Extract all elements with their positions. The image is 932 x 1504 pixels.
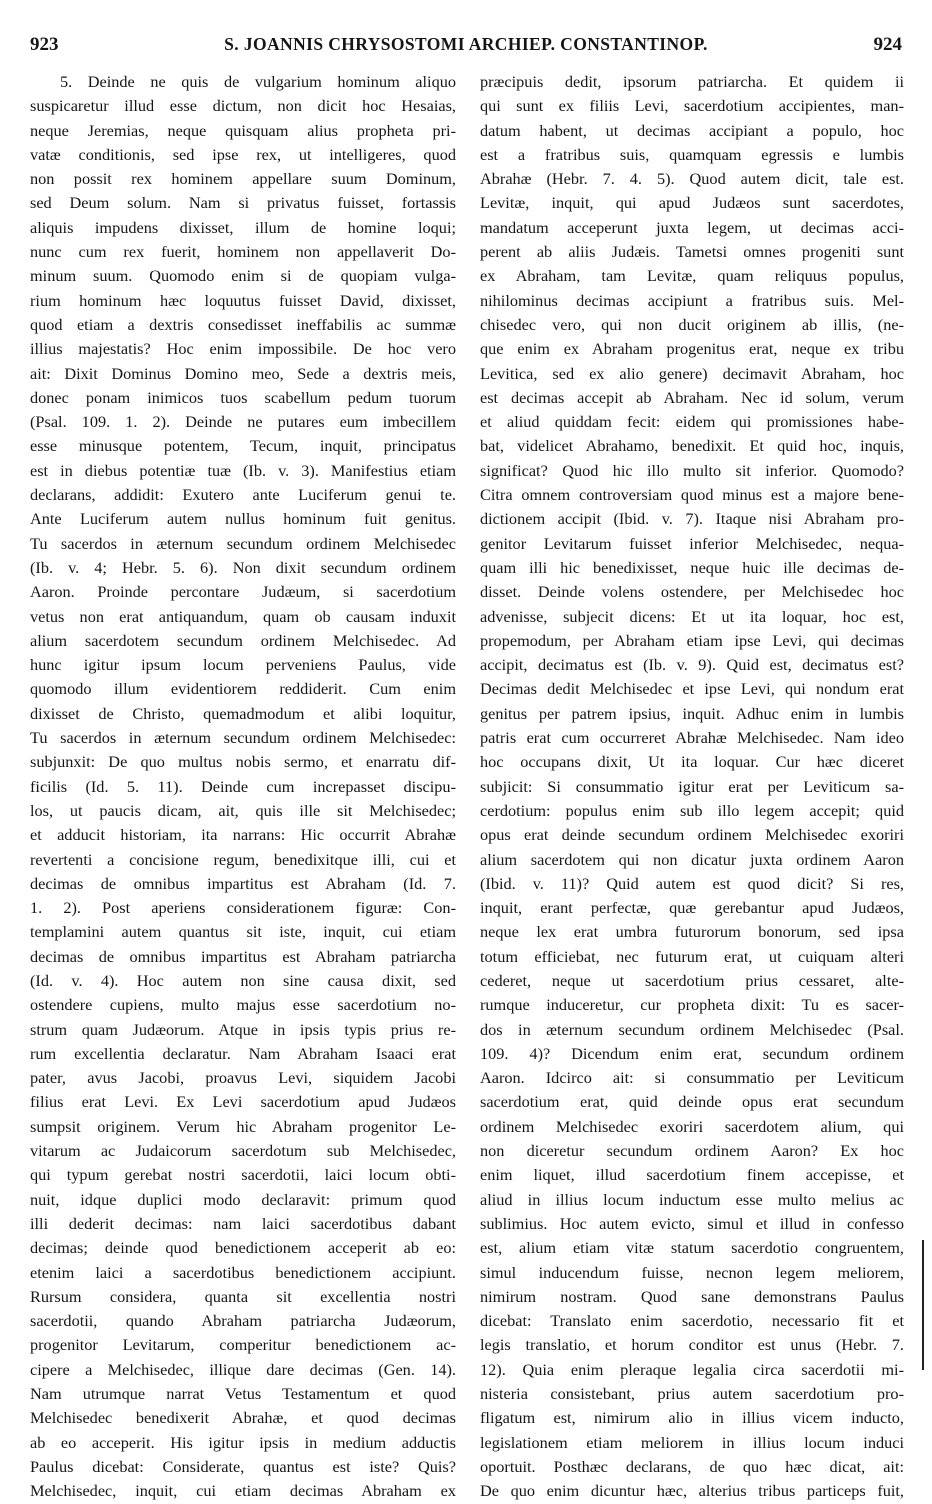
right-column-line: 12). Quia enim pleraque legalia circa sacerdotii mi-: [480, 1359, 904, 1379]
right-column-line: perent ab aliis Judæis. Tametsi omnes progeniti sunt: [480, 242, 904, 262]
left-column-line: nunc cum rex fuerit, hominem non appellaverit Do-: [30, 242, 456, 262]
left-column-line: hunc igitur ipsum locum perveniens Paulus, vide: [30, 655, 456, 675]
right-column-line: dicebat: Translato enim sacerdotio, necessario fit et: [480, 1311, 904, 1331]
right-column-line: hoc occupans dixit, Ut ita loquar. Cur hæc diceret: [480, 752, 904, 772]
left-column-line: non possit rex hominem appellare suum Dominum,: [30, 169, 456, 189]
right-column-line: præcipuis dedit, ipsorum patriarcha. Et quidem ii: [480, 72, 904, 91]
right-column-line: et aliud quiddam fecit: eidem qui promissiones habe-: [480, 412, 904, 432]
left-column-line: qui typum gerebat nostri sacerdotii, laici locum obti-: [30, 1165, 456, 1185]
left-column-line: Tu sacerdos in æternum secundum ordinem Melchisedec:: [30, 728, 456, 748]
right-column-line: disset. Deinde volens ostendere, per Melchisedec hoc: [480, 582, 904, 602]
running-header: [30, 34, 902, 64]
right-column-line: Levitica, sed ex alio genere) decimavit Abraham, hoc: [480, 363, 904, 383]
left-column-line: templamini autem quantus sit iste, inquit, cui etiam: [30, 922, 456, 942]
right-column-line: rumque induceretur, cur propheta dixit: Tu es sacer-: [480, 995, 904, 1015]
right-column-line: ex Abraham, tam Levitæ, quam reliquus populus,: [480, 266, 904, 286]
left-column-line: Paulus dicebat: Considerate, quantus est iste? Quis?: [30, 1456, 456, 1476]
left-column-line: (Id. v. 4). Hoc autem non sine causa dixit, sed: [30, 970, 456, 990]
left-column-line: quomodo illum evidentiorem reddiderit. Cum enim: [30, 679, 456, 699]
left-column-line: decimas de omnibus impartitus est Abraham (Id. 7.: [30, 873, 456, 893]
left-column-line: progenitor Levitarum, comperitur benedictionem ac-: [30, 1335, 456, 1355]
right-column-line: (Ibid. v. 11)? Quid autem est quod dicit? Si res,: [480, 873, 904, 893]
left-column-line: Melchisedec benedixerit Abrahæ, et quod decimas: [30, 1408, 456, 1428]
right-column-line: legis translatio, et horum conditor est unus (Hebr. 7.: [480, 1335, 904, 1355]
left-column-line: Melchisedec, inquit, cui etiam decimas Abraham ex: [30, 1481, 456, 1501]
left-column-line: et adducit historiam, ita narrans: Hic occurrit Abrahæ: [30, 825, 456, 845]
left-column-line: alium sacerdotem secundum ordinem Melchisedec. Ad: [30, 630, 456, 650]
left-column-line: rium hominum hæc loquutus fuisset David, dixisset,: [30, 290, 456, 310]
left-column-line: nuit, idque duplici modo declaravit: primum quod: [30, 1189, 456, 1209]
right-column-line: ordinem Melchisedec exoriri sacerdotem alium, qui: [480, 1116, 904, 1136]
right-column-line: sacerdotium erat, quid deinde opus erat secundum: [480, 1092, 904, 1112]
right-column-line: quam illi hic benedixisset, neque huic ille decimas de-: [480, 557, 904, 577]
right-column-line: Aaron. Idcirco ait: si consummatio per Leviticum: [480, 1068, 904, 1088]
right-column-line: totum efficiebat, nec futurum erat, ut cuiquam alteri: [480, 946, 904, 966]
right-column-line: que enim ex Abraham progenitus erat, neque ex tribu: [480, 339, 904, 359]
right-column-line: est a fratribus suis, quamquam egressis e lumbis: [480, 144, 904, 164]
left-column-line: filius erat Levi. Ex Levi sacerdotium apud Judæos: [30, 1092, 456, 1112]
right-column-line: datum habent, ut decimas accipiant a populo, hoc: [480, 120, 904, 140]
left-column-line: (Ib. v. 4; Hebr. 5. 6). Non dixit secundum ordinem: [30, 557, 456, 577]
page-number-left: 923: [30, 34, 59, 55]
left-column-line: ostendere cupiens, multo majus esse sacerdotium no-: [30, 995, 456, 1015]
right-column-line: est decimas accepit ab Abraham. Nec id solum, verum: [480, 387, 904, 407]
left-column-line: cipere a Melchisedec, illique dare decimas (Gen. 14).: [30, 1359, 456, 1379]
right-column-line: bat, videlicet Abrahamo, benedixit. Et quid hoc, inquis,: [480, 436, 904, 456]
right-column-line: non diceretur secundum ordinem Aaron? Ex hoc: [480, 1141, 904, 1161]
right-column-line: nimirum nostram. Quod sane demonstrans Paulus: [480, 1286, 904, 1306]
right-column-line: dictionem accipit (Ibid. v. 7). Itaque nisi Abraham pro-: [480, 509, 904, 529]
right-column-line: accipit, decimatus est (Ib. v. 9). Quid est, decimatus est?: [480, 655, 904, 675]
right-column-line: aliud in illius locum inductum esse multo melius ac: [480, 1189, 904, 1209]
right-column-line: mandatum acceperunt juxta legem, ut decimas acci-: [480, 217, 904, 237]
right-column-line: dos in æternum secundum ordinem Melchisedec (Psal.: [480, 1019, 904, 1039]
right-column-line: oportuit. Posthæc declarans, de quo hæc dicat, ait:: [480, 1456, 904, 1476]
right-column-line: Decimas dedit Melchisedec et ipse Levi, qui nondum erat: [480, 679, 904, 699]
left-column-line: ficilis (Id. 5. 11). Deinde cum increpasset discipu-: [30, 776, 456, 796]
page-number-right: 924: [873, 34, 902, 55]
left-column-line: subjunxit: De quo multus nobis sermo, et enarratu dif-: [30, 752, 456, 772]
right-column-line: nihilominus decimas accipiunt a fratribus suis. Mel-: [480, 290, 904, 310]
right-column-line: Levitæ, inquit, qui apud Judæos sunt sacerdotes,: [480, 193, 904, 213]
right-column-line: genitus per patrem ipsius, inquit. Adhuc enim in lumbis: [480, 703, 904, 723]
left-column-line: Tu sacerdos in æternum secundum ordinem Melchisedec: [30, 533, 456, 553]
right-column-line: chisedec vero, qui non ducit originem ab illis, (ne-: [480, 314, 904, 334]
right-column-line: opus erat deinde secundum ordinem Melchisedec exoriri: [480, 825, 904, 845]
right-column-line: cerdotium: populus enim sub illo legem accepit; quid: [480, 800, 904, 820]
right-column-line: alium sacerdotem qui non dicatur juxta ordinem Aaron: [480, 849, 904, 869]
right-column-line: propemodum, per Abraham etiam ipse Levi, qui decimas: [480, 630, 904, 650]
right-column-line: Citra omnem controversiam quod minus est a majore bene-: [480, 485, 904, 505]
right-column-line: De quo enim dicuntur hæc, alterius tribus particeps fuit,: [480, 1481, 904, 1501]
margin-rule: [922, 1240, 924, 1370]
left-column-line: decimas de omnibus impartitus est Abraham patriarcha: [30, 946, 456, 966]
right-column-line: est, alium etiam vitæ statum sacerdotio congruentem,: [480, 1238, 904, 1258]
left-column-line: vatæ conditionis, sed ipse rex, ut intelligeres, quod: [30, 144, 456, 164]
left-column-line: illi dederit decimas: nam laici sacerdotibus dabant: [30, 1213, 456, 1233]
left-column-line: quod etiam a dextris consedisset ineffabilis ac summæ: [30, 314, 456, 334]
left-column-line: (Psal. 109. 1. 2). Deinde ne putares eum imbecillem: [30, 412, 456, 432]
left-column-line: ab eo acceperit. His igitur ipsis in medium adductis: [30, 1432, 456, 1452]
left-column-line: 5. Deinde ne quis de vulgarium hominum aliquo: [60, 72, 456, 91]
right-column-line: qui sunt ex filiis Levi, sacerdotium accipientes, man-: [480, 96, 904, 116]
right-column-line: significat? Quod hic illo multo sit inferior. Quomodo?: [480, 460, 904, 480]
right-column-line: sublimius. Hoc autem evicto, simul et illud in confesso: [480, 1213, 904, 1233]
right-column-line: patris erat cum occurreret Abrahæ Melchisedec. Nam ideo: [480, 728, 904, 748]
left-column-line: strum quam Judæorum. Atque in ipsis typis prius re-: [30, 1019, 456, 1039]
left-column-line: Rursum considera, quanta sit excellentia nostri: [30, 1286, 456, 1306]
left-column-line: 1. 2). Post aperiens considerationem figuræ: Con-: [30, 898, 456, 918]
left-text-column: [30, 70, 456, 1504]
left-column-line: sacerdotii, quando Abraham patriarcha Judæorum,: [30, 1311, 456, 1331]
left-column-line: illius majestatis? Hoc enim impossibile. De hoc vero: [30, 339, 456, 359]
left-column-line: sumpsit originem. Verum hic Abraham progenitor Le-: [30, 1116, 456, 1136]
right-column-line: fligatum est, nimirum alio in illius vicem inducto,: [480, 1408, 904, 1428]
right-column-line: legislationem etiam meliorem in illius locum induci: [480, 1432, 904, 1452]
left-column-line: rum excellentia declaratur. Nam Abraham Isaaci erat: [30, 1043, 456, 1063]
left-column-line: revertenti a concisione regum, benedixitque illi, cui et: [30, 849, 456, 869]
left-column-line: aliquis impudens dixisset, illum de homine loqui;: [30, 217, 456, 237]
left-column-line: suspicaretur illud esse dictum, non dicit hoc Hesaias,: [30, 96, 456, 116]
left-column-line: ait: Dixit Dominus Domino meo, Sede a dextris meis,: [30, 363, 456, 383]
left-column-line: esse minusque potentem, Tecum, inquit, principatus: [30, 436, 456, 456]
left-column-line: etenim laici a sacerdotibus benedictionem accipiunt.: [30, 1262, 456, 1282]
right-column-line: simul inducendum fuisse, necnon legem meliorem,: [480, 1262, 904, 1282]
left-column-line: los, ut paucis dicam, ait, quis ille sit Melchisedec;: [30, 800, 456, 820]
running-title: S. JOANNIS CHRYSOSTOMI ARCHIEP. CONSTANTINOP.: [224, 34, 708, 54]
left-column-line: declarans, addidit: Exutero ante Luciferum genui te.: [30, 485, 456, 505]
right-column-line: Abrahæ (Hebr. 7. 4. 5). Quod autem dicit, tale est.: [480, 169, 904, 189]
right-column-line: 109. 4)? Dicendum enim erat, secundum ordinem: [480, 1043, 904, 1063]
right-column-line: nisteria consistebant, prius autem sacerdotium pro-: [480, 1384, 904, 1404]
left-column-line: Ante Luciferum autem nullus hominum fuit genitus.: [30, 509, 456, 529]
right-column-line: genitor Levitarum fuisset inferior Melchisedec, nequa-: [480, 533, 904, 553]
right-column-line: cederet, neque ut sacerdotium prius cessaret, alte-: [480, 970, 904, 990]
left-column-line: Nam utrumque narrat Vetus Testamentum et quod: [30, 1384, 456, 1404]
left-column-line: minum suum. Quomodo enim si de quopiam vulga-: [30, 266, 456, 286]
left-column-line: vitarum ac Judaicorum sacerdotum sub Melchisedec,: [30, 1141, 456, 1161]
right-column-line: advenisse, subjecit dicens: Et ut ita loquar, hoc est,: [480, 606, 904, 626]
right-column-line: inquit, erant perfectæ, quæ gerebantur apud Judæos,: [480, 898, 904, 918]
left-column-line: donec ponam inimicos tuos scabellum pedum tuorum: [30, 387, 456, 407]
left-column-line: pater, avus Jacobi, proavus Levi, siquidem Jacobi: [30, 1068, 456, 1088]
left-column-line: est in diebus potentiæ tuæ (Ib. v. 3). Manifestius etiam: [30, 460, 456, 480]
left-column-line: decimas; deinde quod benedictionem acceperit ab eo:: [30, 1238, 456, 1258]
right-text-column: [480, 70, 904, 1504]
left-column-line: vetus non erat antiquandum, quam ob causam induxit: [30, 606, 456, 626]
right-column-line: enim liquet, illud sacerdotium finem accepisse, et: [480, 1165, 904, 1185]
left-column-line: Aaron. Proinde percontare Judæum, si sacerdotium: [30, 582, 456, 602]
left-column-line: neque Jeremias, neque quisquam alius propheta pri-: [30, 120, 456, 140]
left-column-line: dixisset de Christo, quemadmodum et alibi loquitur,: [30, 703, 456, 723]
left-column-line: sed Deum solum. Nam si privatus fuisset, fortassis: [30, 193, 456, 213]
right-column-line: subjicit: Si consummatio igitur erat per Leviticum sa-: [480, 776, 904, 796]
right-column-line: neque lex erat umbra futurorum bonorum, sed ipsa: [480, 922, 904, 942]
